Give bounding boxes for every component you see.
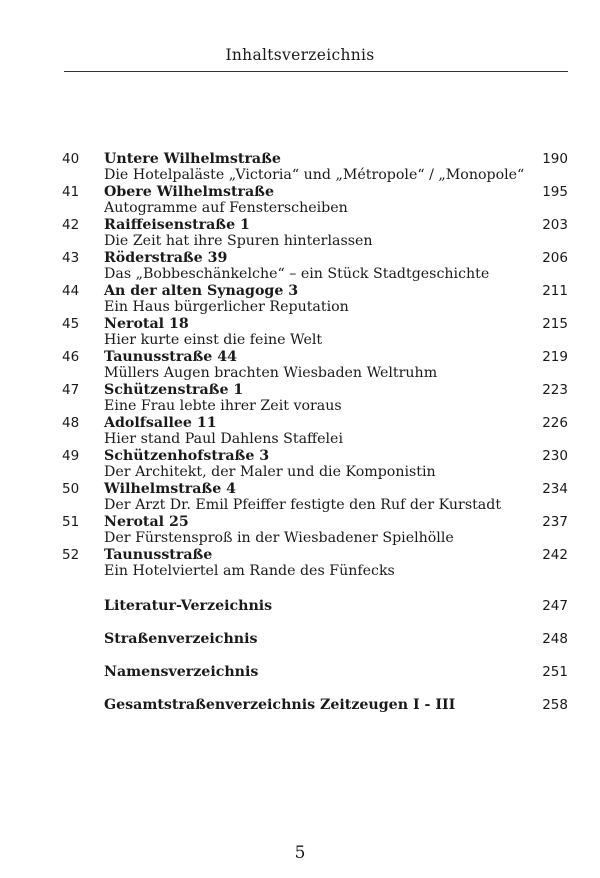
appendix-page: 251 <box>542 664 568 680</box>
toc-entry[interactable] <box>0 349 600 382</box>
toc-entry[interactable] <box>0 217 600 250</box>
entry-title: Taunusstraße <box>104 547 213 563</box>
header-rule <box>64 71 568 72</box>
entry-title: Taunusstraße 44 <box>104 349 238 365</box>
entry-title: Wilhelmstraße 4 <box>104 481 237 497</box>
appendix-page: 248 <box>542 631 568 647</box>
entry-number: 45 <box>62 316 80 332</box>
toc-entry[interactable] <box>0 283 600 316</box>
entry-number: 49 <box>62 448 80 464</box>
entry-subtitle: Die Zeit hat ihre Spuren hinterlassen <box>104 233 373 249</box>
toc-entry[interactable] <box>0 415 600 448</box>
entry-page: 203 <box>542 217 568 233</box>
entry-page: 230 <box>542 448 568 464</box>
entry-title: Nerotal 18 <box>104 316 189 332</box>
entry-subtitle: Hier stand Paul Dahlens Staffelei <box>104 431 343 447</box>
entry-title: Schützenhofstraße 3 <box>104 448 270 464</box>
entry-page: 190 <box>542 151 568 167</box>
entry-subtitle: Hier kurte einst die feine Welt <box>104 332 323 348</box>
toc-entry[interactable] <box>0 448 600 481</box>
toc-entry[interactable] <box>0 250 600 283</box>
toc-list <box>0 151 600 580</box>
entry-number: 44 <box>62 283 80 299</box>
toc-entry[interactable] <box>0 151 600 184</box>
entry-number: 47 <box>62 382 80 398</box>
entry-page: 211 <box>542 283 568 299</box>
entry-page: 234 <box>542 481 568 497</box>
appendix-entry[interactable] <box>0 598 600 631</box>
entry-number: 51 <box>62 514 80 530</box>
entry-title: Röderstraße 39 <box>104 250 228 266</box>
entry-title: Obere Wilhelmstraße <box>104 184 274 200</box>
toc-entry[interactable] <box>0 382 600 415</box>
entry-title: Adolfsallee 11 <box>104 415 217 431</box>
entry-subtitle: Das „Bobbeschänkelche“ – ein Stück Stadtgeschichte <box>104 266 490 282</box>
page-number: 5 <box>294 843 306 863</box>
entry-page: 226 <box>542 415 568 431</box>
appendix-title: Gesamtstraßenverzeichnis Zeitzeugen I - III <box>104 697 456 713</box>
entry-subtitle: Autogramme auf Fensterscheiben <box>104 200 348 216</box>
page-header: Inhaltsverzeichnis <box>225 46 375 64</box>
entry-subtitle: Der Fürstensproß in der Wiesbadener Spielhölle <box>104 530 454 546</box>
entry-number: 41 <box>62 184 80 200</box>
entry-title: Schützenstraße 1 <box>104 382 244 398</box>
entry-number: 42 <box>62 217 80 233</box>
entry-number: 48 <box>62 415 80 431</box>
toc-entry[interactable] <box>0 316 600 349</box>
appendix-page: 258 <box>542 697 568 713</box>
toc-entry[interactable] <box>0 481 600 514</box>
entry-subtitle: Eine Frau lebte ihrer Zeit voraus <box>104 398 342 414</box>
entry-page: 237 <box>542 514 568 530</box>
entry-page: 195 <box>542 184 568 200</box>
entry-number: 50 <box>62 481 80 497</box>
entry-subtitle: Der Arzt Dr. Emil Pfeiffer festigte den Ruf der Kurstadt <box>104 497 502 513</box>
entry-title: An der alten Synagoge 3 <box>104 283 299 299</box>
toc-entry[interactable] <box>0 547 600 580</box>
entry-subtitle: Ein Hotelviertel am Rande des Fünfecks <box>104 563 395 579</box>
appendix-page: 247 <box>542 598 568 614</box>
entry-page: 215 <box>542 316 568 332</box>
appendix-title: Straßenverzeichnis <box>104 631 258 647</box>
appendix-entry[interactable] <box>0 664 600 697</box>
entry-subtitle: Die Hotelpaläste „Victoria“ und „Métropole“ / „Monopole“ <box>104 167 525 183</box>
appendix-title: Namensverzeichnis <box>104 664 259 680</box>
appendix-entry[interactable] <box>0 697 600 730</box>
entry-page: 223 <box>542 382 568 398</box>
toc-entry[interactable] <box>0 514 600 547</box>
appendix-entry[interactable] <box>0 631 600 664</box>
toc-entry[interactable] <box>0 184 600 217</box>
entry-number: 52 <box>62 547 80 563</box>
entry-subtitle: Ein Haus bürgerlicher Reputation <box>104 299 349 315</box>
entry-page: 206 <box>542 250 568 266</box>
entry-title: Untere Wilhelmstraße <box>104 151 281 167</box>
entry-number: 40 <box>62 151 80 167</box>
entry-title: Raiffeisenstraße 1 <box>104 217 250 233</box>
entry-page: 219 <box>542 349 568 365</box>
entry-subtitle: Müllers Augen brachten Wiesbaden Weltruhm <box>104 365 438 381</box>
appendix-title: Literatur-Verzeichnis <box>104 598 273 614</box>
entry-title: Nerotal 25 <box>104 514 189 530</box>
entry-number: 46 <box>62 349 80 365</box>
entry-number: 43 <box>62 250 80 266</box>
appendix-list <box>0 598 600 730</box>
entry-page: 242 <box>542 547 568 563</box>
entry-subtitle: Der Architekt, der Maler und die Komponistin <box>104 464 436 480</box>
